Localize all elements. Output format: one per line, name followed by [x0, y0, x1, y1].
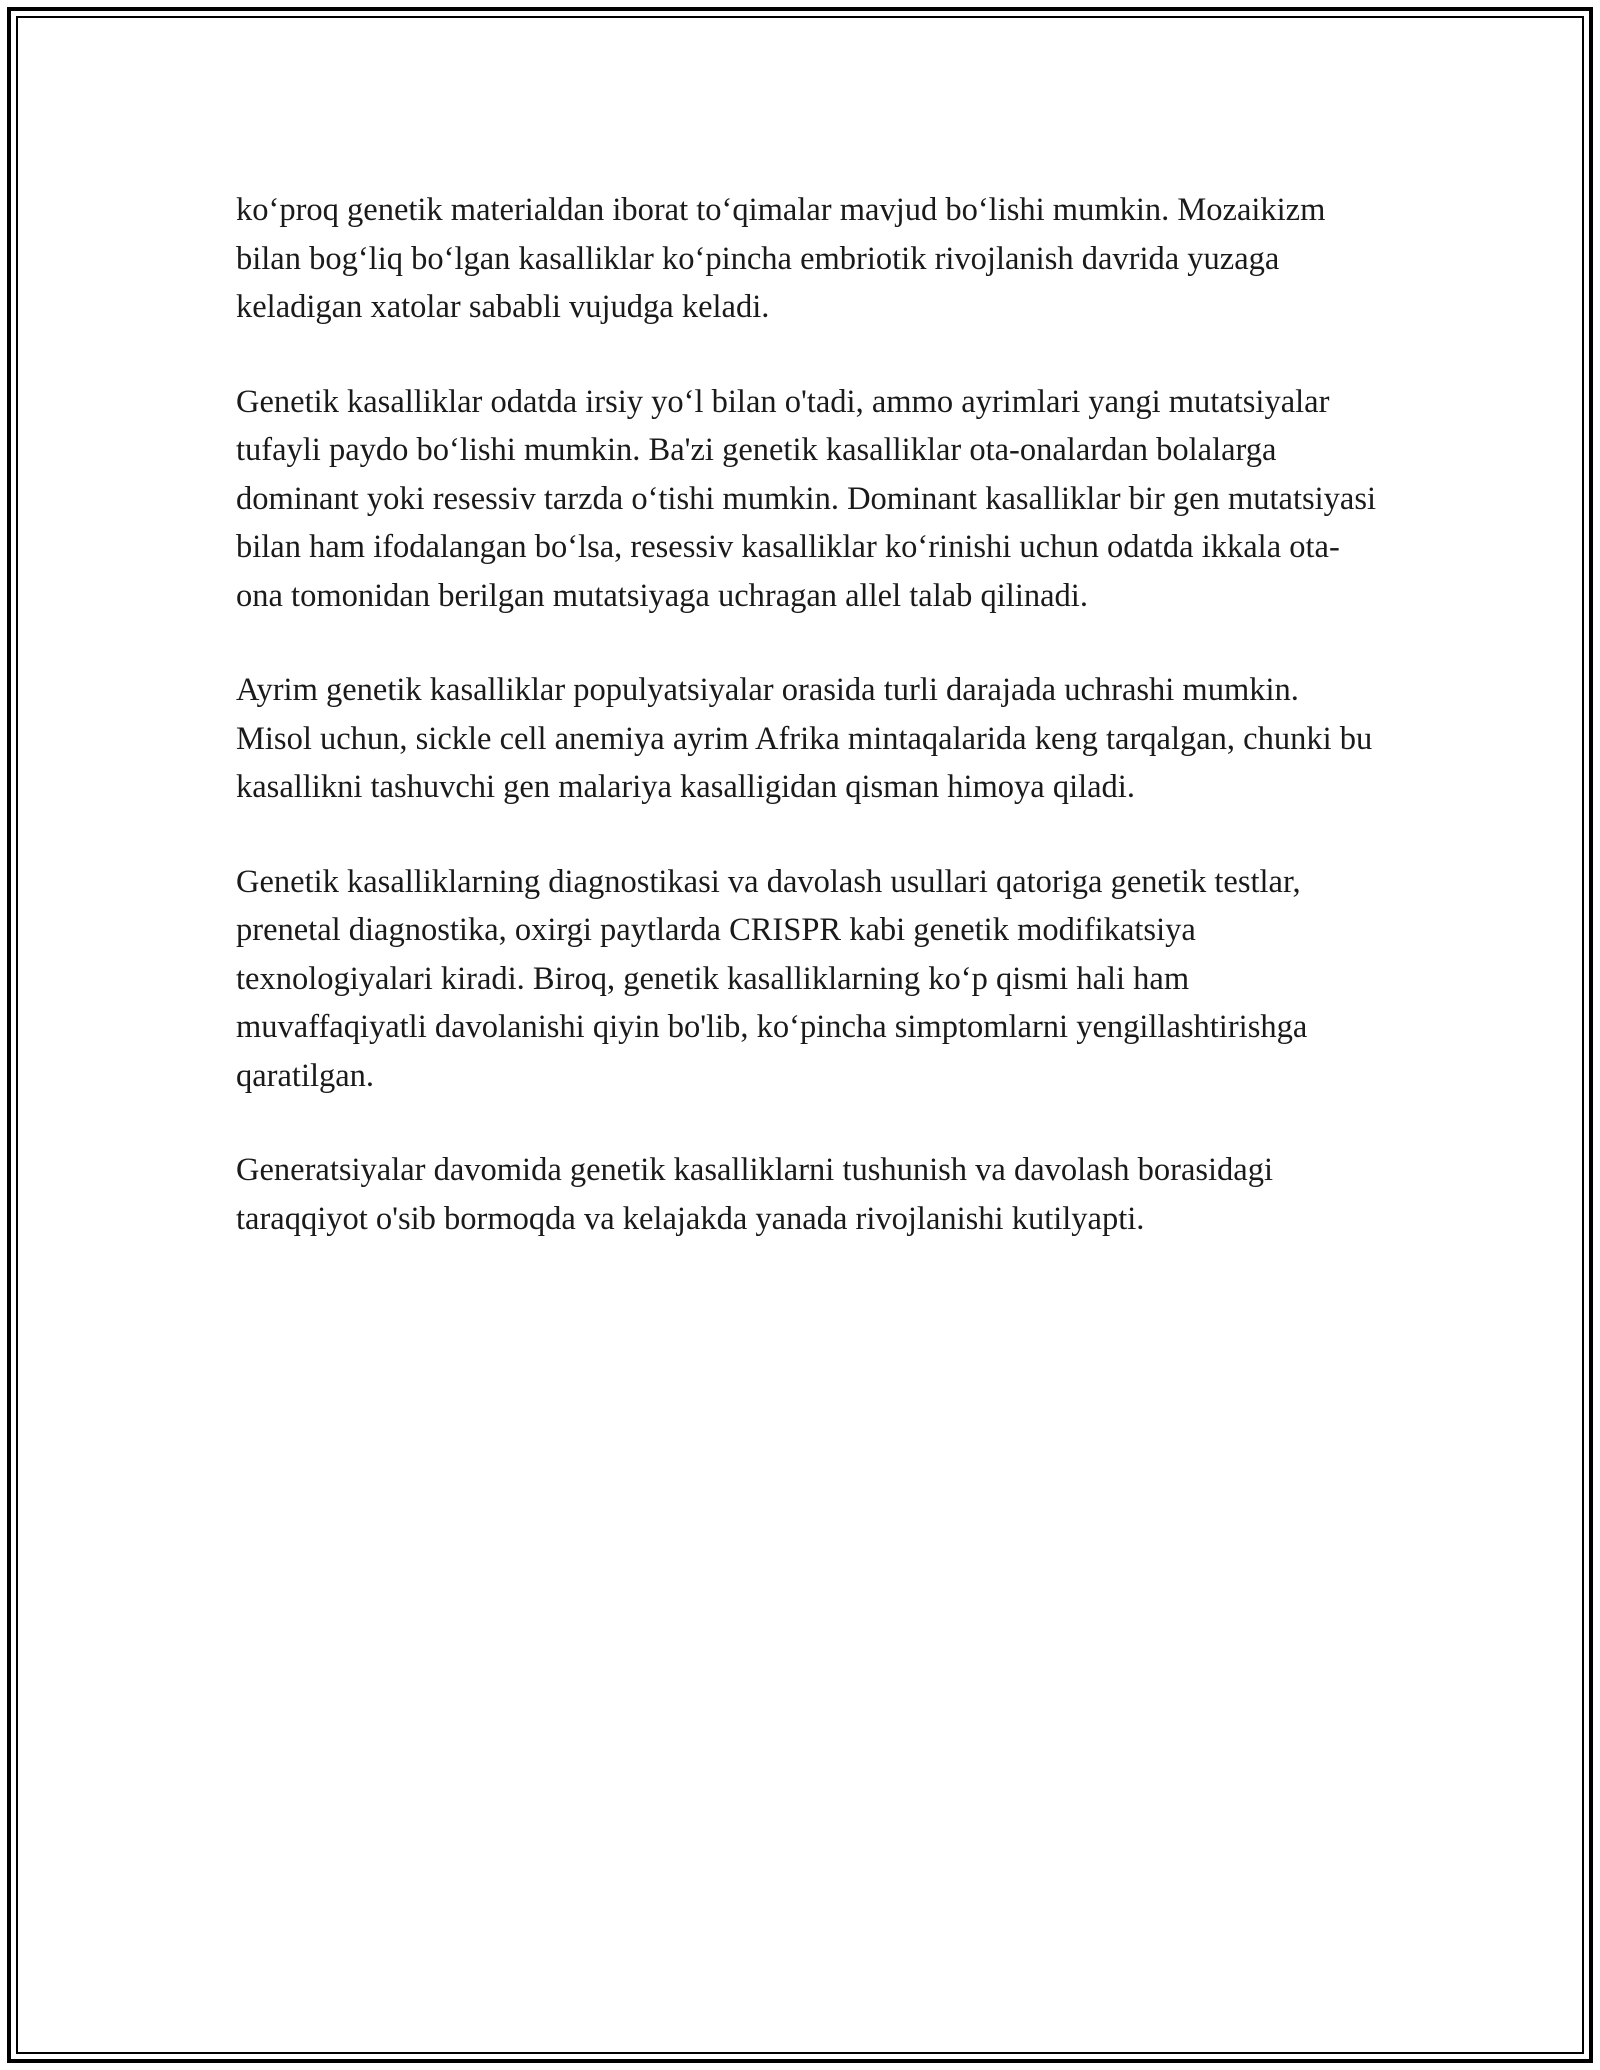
paragraph-5: Generatsiyalar davomida genetik kasalliklarni tushunish va davolash borasidagi taraqqiyot o'sib bormoqda va kelajakda yanada rivojlanishi kutilyapti. [236, 1152, 1274, 1237]
paragraph-3: Ayrim genetik kasalliklar populyatsiyalar orasida turli darajada uchrashi mumkin. Misol uchun, sickle cell anemiya ayrim Afrika mintaqalarida keng tarqalgan, chunki bu kasallikni tashuvchi gen malariya kasalligidan qisman himoya qiladi. [236, 672, 1373, 805]
paragraph-4: Genetik kasalliklarning diagnostikasi va davolash usullari qatoriga genetik testlar, prenetal diagnostika, oxirgi paytlarda CRISPR kabi genetik modifikatsiya texnologiyalari kiradi. Biroq, genetik kasalliklarning ko‘p qismi hali ham muvaffaqiyatli davolanishi qiyin bo'lib, ko‘pincha simptomlarni yengillashtirishga qaratilgan. [236, 863, 1308, 1094]
paragraph-2: Genetik kasalliklar odatda irsiy yo‘l bilan o'tadi, ammo ayrimlari yangi mutatsiyalar tufayli paydo bo‘lishi mumkin. Ba'zi genetik kasalliklar ota-onalardan bolalarga dominant yoki resessiv tarzda o‘tishi mumkin. Dominant kasalliklar bir gen mutatsiyasi bilan ham ifodalangan bo‘lsa, resessiv kasalliklar ko‘rinishi uchun odatda ikkala ota-ona tomonidan berilgan mutatsiyaga uchragan allel talab qilinadi. [236, 383, 1377, 614]
paragraph-1: ko‘proq genetik materialdan iborat to‘qimalar mavjud bo‘lishi mumkin. Mozaikizm bilan bog‘liq bo‘lgan kasalliklar ko‘pincha embriotik rivojlanish davrida yuzaga keladigan xatolar sababli vujudga keladi. [236, 192, 1326, 325]
document-body [236, 186, 1376, 1289]
